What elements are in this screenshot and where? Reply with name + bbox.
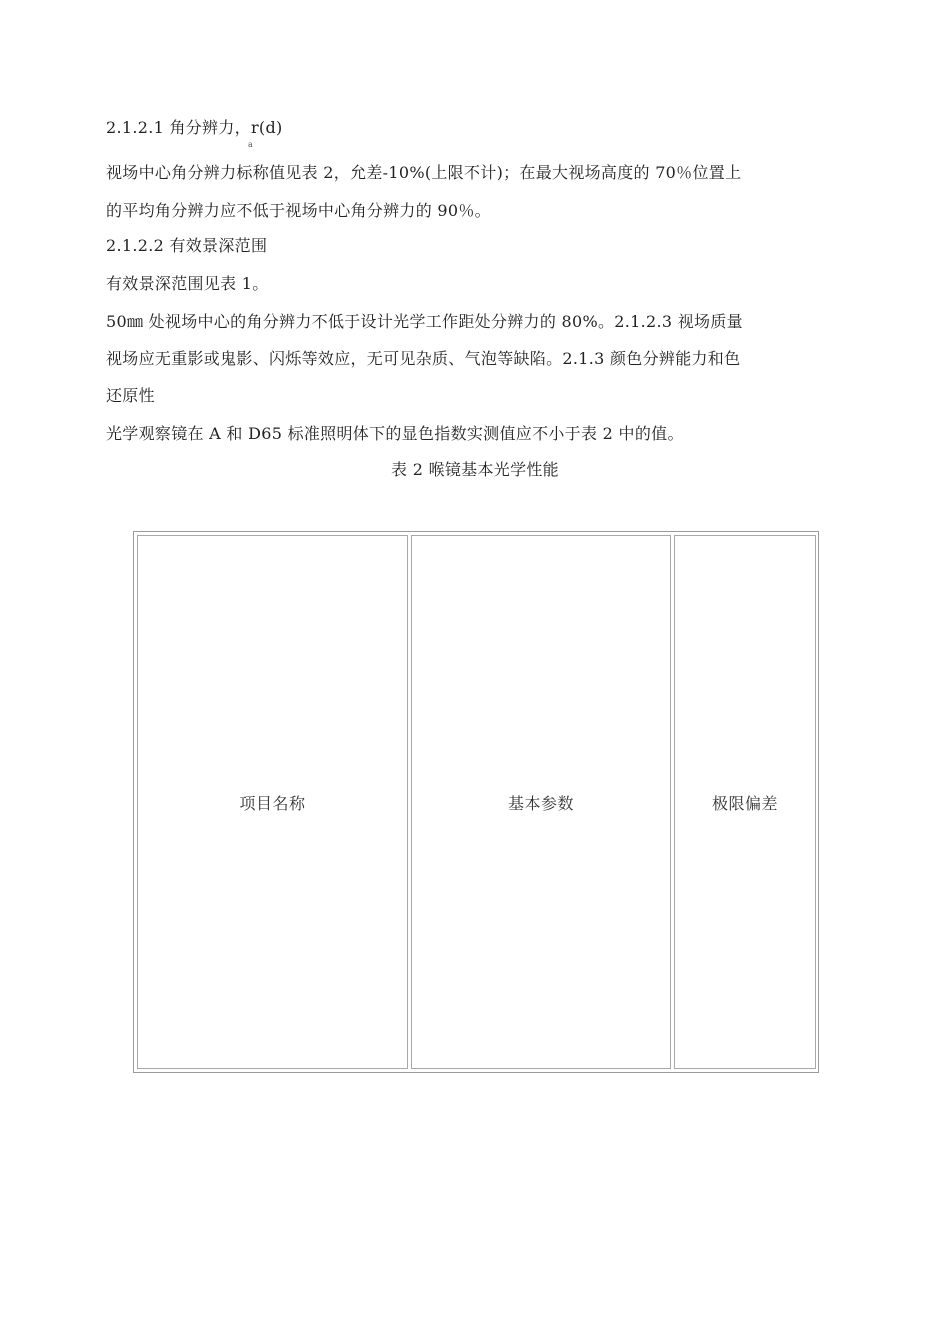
section-heading-2-1-2-1: 2.1.2.1 角分辨力，r(d) (106, 118, 283, 137)
paragraph-line: 的平均角分辨力应不低于视场中心角分辨力的 90％。 (106, 201, 491, 220)
table-header-limit-deviation: 极限偏差 (674, 535, 816, 1069)
section-heading-2-1-2-2: 2.1.2.2 有效景深范围 (106, 236, 268, 255)
optical-performance-table (133, 531, 819, 1073)
paragraph-line: 视场应无重影或鬼影、闪烁等效应，无可见杂质、气泡等缺陷。2.1.3 颜色分辨能力和色 (106, 349, 741, 368)
paragraph-line: 还原性 (106, 386, 155, 405)
paragraph-line: 视场中心角分辨力标称值见表 2，允差-10%(上限不计)；在最大视场高度的 70％位置上 (106, 163, 742, 182)
paragraph-line: 50㎜ 处视场中心的角分辨力不低于设计光学工作距处分辨力的 80%。2.1.2.3 视场质量 (106, 312, 743, 331)
table-header-item-name: 项目名称 (137, 535, 408, 1069)
subscript-a: a (248, 140, 253, 149)
table-header-basic-params: 基本参数 (411, 535, 671, 1069)
paragraph-line: 光学观察镜在 A 和 D65 标准照明体下的显色指数实测值应不小于表 2 中的值。 (106, 424, 684, 443)
table-caption: 表 2 喉镜基本光学性能 (391, 460, 559, 479)
paragraph-line: 有效景深范围见表 1。 (106, 274, 269, 293)
